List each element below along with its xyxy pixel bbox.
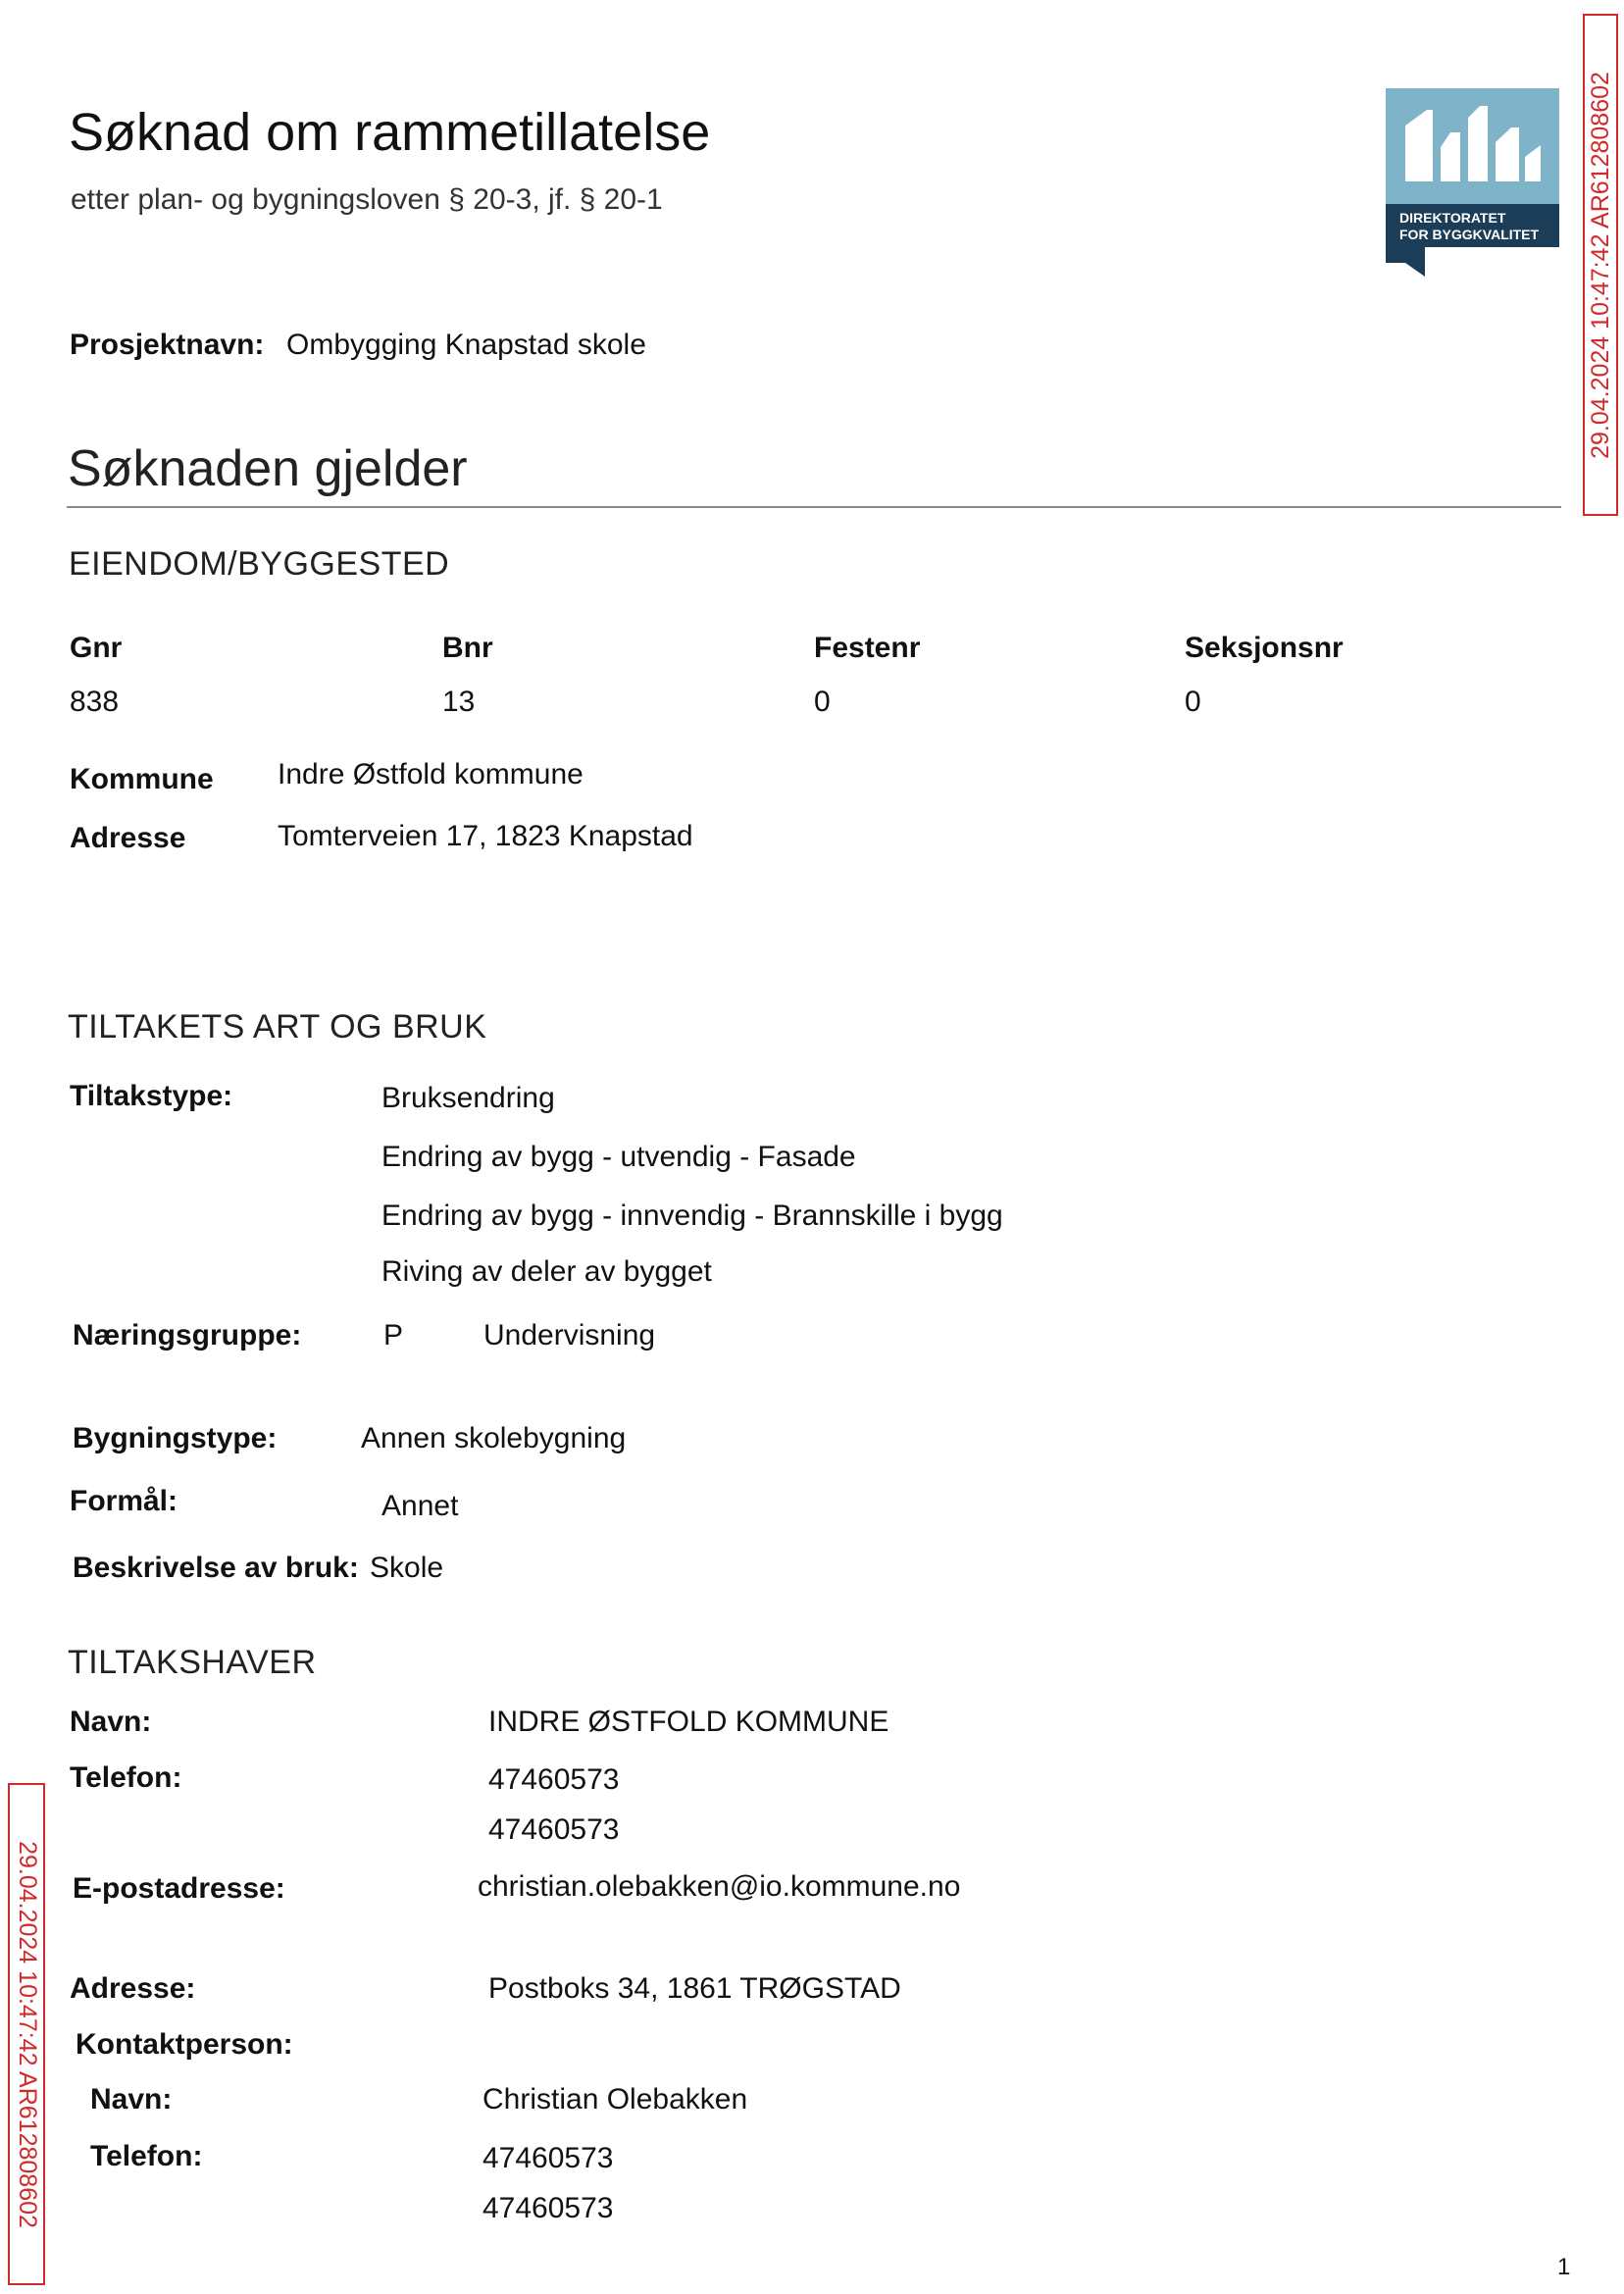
stamp-top-right	[1583, 14, 1618, 516]
gnr-value: 838	[70, 686, 120, 718]
tiltakstype-item: Bruksendring	[381, 1082, 555, 1114]
project-value: Ombygging Knapstad skole	[286, 329, 646, 361]
adresse-label: Adresse	[70, 822, 186, 854]
dibk-logo	[1386, 88, 1559, 277]
kontakt-telefon-value: 47460573	[482, 2192, 614, 2224]
naering-value: Undervisning	[483, 1319, 656, 1351]
kommune-label: Kommune	[70, 763, 214, 795]
tiltakstype-item: Endring av bygg - innvendig - Brannskille i bygg	[381, 1199, 1003, 1232]
formal-value: Annet	[381, 1490, 459, 1522]
section-title: Søknaden gjelder	[68, 440, 468, 497]
tiltakshaver-heading: TILTAKSHAVER	[68, 1644, 317, 1681]
page-number: 1	[1557, 2254, 1571, 2280]
tiltakshaver-adresse-value: Postboks 34, 1861 TRØGSTAD	[488, 1972, 901, 2005]
naering-label: Næringsgruppe:	[73, 1319, 302, 1351]
kontakt-navn-value: Christian Olebakken	[482, 2083, 748, 2116]
page-subtitle: etter plan- og bygningsloven § 20-3, jf. § 20-1	[71, 183, 663, 216]
navn-label: Navn:	[70, 1706, 152, 1738]
tiltakstype-label: Tiltakstype:	[70, 1080, 233, 1112]
bygningstype-value: Annen skolebygning	[361, 1422, 627, 1454]
seksjonsnr-value: 0	[1185, 686, 1201, 718]
epost-label: E-postadresse:	[73, 1872, 285, 1905]
festenr-label: Festenr	[814, 632, 921, 664]
bnr-value: 13	[442, 686, 476, 718]
beskrivelse-label: Beskrivelse av bruk:	[73, 1552, 359, 1584]
section-divider	[67, 506, 1561, 508]
stamp-text: 29.04.2024 10:47:42 AR612808602	[13, 1840, 41, 2228]
tiltakstype-item: Endring av bygg - utvendig - Fasade	[381, 1141, 856, 1173]
seksjonsnr-label: Seksjonsnr	[1185, 632, 1344, 664]
kommune-value: Indre Østfold kommune	[278, 758, 584, 790]
tiltakshaver-adresse-label: Adresse:	[70, 1972, 196, 2005]
page-title: Søknad om rammetillatelse	[69, 103, 711, 162]
navn-value: INDRE ØSTFOLD KOMMUNE	[488, 1706, 889, 1738]
stamp-bottom-left	[8, 1783, 45, 2285]
tiltakstype-item: Riving av deler av bygget	[381, 1255, 712, 1288]
gnr-label: Gnr	[70, 632, 123, 664]
logo-text-line1: DIREKTORATET	[1399, 210, 1506, 226]
kontaktperson-label: Kontaktperson:	[76, 2028, 293, 2061]
logo-text-line2: FOR BYGGKVALITET	[1399, 227, 1540, 242]
kontakt-telefon-label: Telefon:	[90, 2140, 203, 2172]
dibk-logo-icon	[1386, 88, 1559, 277]
formal-label: Formål:	[70, 1485, 178, 1517]
kontakt-navn-label: Navn:	[90, 2083, 173, 2116]
beskrivelse-value: Skole	[370, 1552, 444, 1584]
epost-value: christian.olebakken@io.kommune.no	[478, 1870, 961, 1903]
telefon-label: Telefon:	[70, 1761, 182, 1794]
tiltak-heading: TILTAKETS ART OG BRUK	[68, 1008, 487, 1045]
bnr-label: Bnr	[442, 632, 493, 664]
festenr-value: 0	[814, 686, 831, 718]
bygningstype-label: Bygningstype:	[73, 1422, 278, 1454]
adresse-value: Tomterveien 17, 1823 Knapstad	[278, 820, 693, 852]
telefon-value: 47460573	[488, 1813, 620, 1846]
kontakt-telefon-value: 47460573	[482, 2142, 614, 2174]
telefon-value: 47460573	[488, 1763, 620, 1796]
stamp-text: 29.04.2024 10:47:42 AR612808602	[1586, 71, 1614, 459]
property-heading: EIENDOM/BYGGESTED	[69, 545, 450, 583]
naering-code: P	[383, 1319, 404, 1351]
project-label: Prosjektnavn:	[70, 329, 265, 361]
